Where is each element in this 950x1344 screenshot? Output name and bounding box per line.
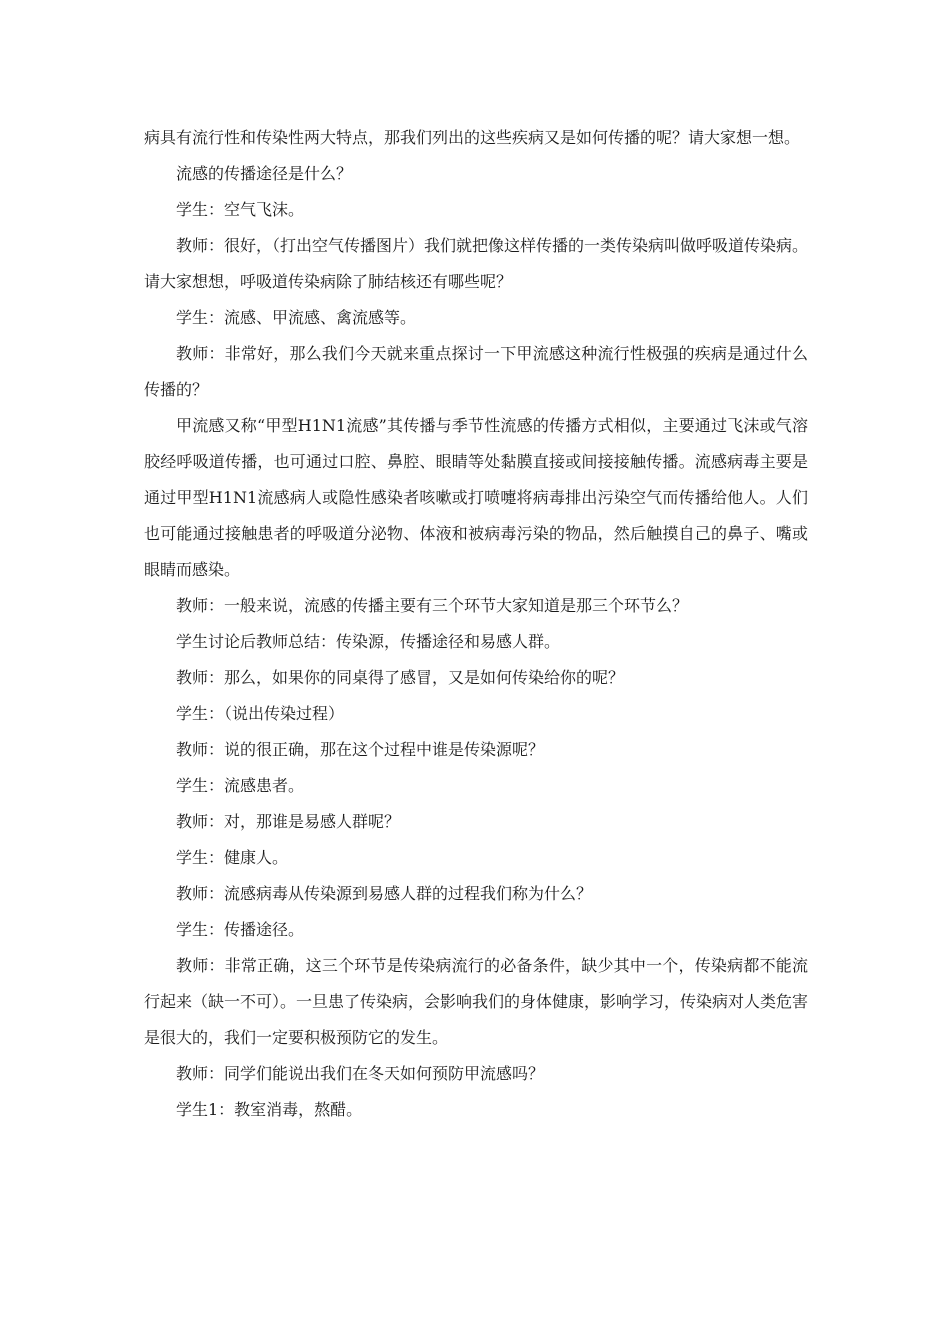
paragraph: 教师：流感病毒从传染源到易感人群的过程我们称为什么？ (176, 884, 593, 903)
paragraph: 学生1：教室消毒，熬醋。 (176, 1100, 363, 1119)
paragraph: 教师：那么，如果你的同桌得了感冒，又是如何传染给你的呢？ (176, 668, 625, 687)
paragraph: 病具有流行性和传染性两大特点，那我们列出的这些疾病又是如何传播的呢？请大家想一想。 (144, 128, 801, 147)
paragraph: 教师：说的很正确，那在这个过程中谁是传染源呢？ (176, 740, 545, 759)
paragraph: 教师：一般来说，流感的传播主要有三个环节大家知道是那三个环节么？ (176, 596, 689, 615)
paragraph: 教师：非常正确，这三个环节是传染病流行的必备条件，缺少其中一个，传染病都不能流行起来（缺一不可）。一旦患了传染病，会影响我们的身体健康，影响学习，传染病对人类危害是很大的，我们一定要积极预防它的发生。 (144, 956, 809, 1047)
paragraph: 学生：流感患者。 (176, 776, 305, 795)
paragraph: 学生：健康人。 (176, 848, 289, 867)
paragraph: 教师：对，那谁是易感人群呢？ (176, 812, 401, 831)
paragraph: 学生：空气飞沫。 (176, 200, 305, 219)
paragraph: 学生：流感、甲流感、禽流感等。 (176, 308, 417, 327)
paragraph: 教师：非常好，那么我们今天就来重点探讨一下甲流感这种流行性极强的疾病是通过什么传播的？ (144, 344, 808, 399)
paragraph: 甲流感又称“甲型H1N1流感”其传播与季节性流感的传播方式相似，主要通过飞沫或气溶胶经呼吸道传播，也可通过口腔、鼻腔、眼睛等处黏膜直接或间接接触传播。流感病毒主要是通过甲型H1N1流感病人或隐性感染者咳嗽或打喷嚏将病毒排出污染空气而传播给他人。人们也可能通过接触患者的呼吸道分泌物、体液和被病毒污染的物品，然后触摸自己的鼻子、嘴或眼睛而感染。 (144, 416, 808, 579)
paragraph: 教师：同学们能说出我们在冬天如何预防甲流感吗？ (176, 1064, 545, 1083)
document-body (144, 120, 808, 1128)
paragraph: 学生：（说出传染过程） (176, 704, 345, 723)
paragraph: 教师：很好，（打出空气传播图片）我们就把像这样传播的一类传染病叫做呼吸道传染病。请大家想想，呼吸道传染病除了肺结核还有哪些呢？ (144, 236, 809, 291)
paragraph: 学生：传播途径。 (176, 920, 305, 939)
paragraph: 学生讨论后教师总结：传染源，传播途径和易感人群。 (176, 632, 561, 651)
paragraph: 流感的传播途径是什么？ (176, 164, 353, 183)
